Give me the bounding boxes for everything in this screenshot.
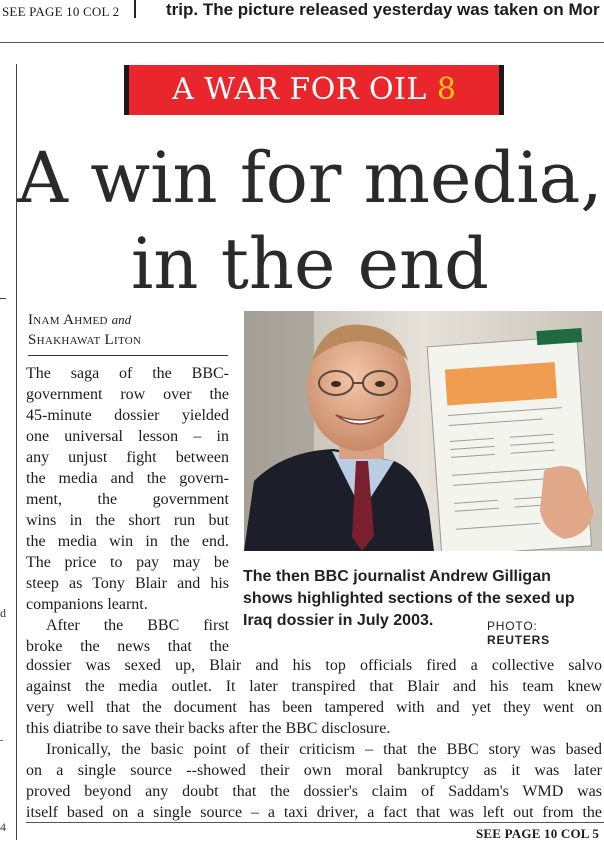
body-line: proved beyond any doubt that the dossier's claim of Saddam's WMD was (26, 783, 602, 800)
body-line: ment, the government (26, 491, 229, 508)
body-line: one universal lesson – in (26, 428, 229, 445)
body-line: After the BBC first (46, 617, 229, 634)
body-line: any unjust fight between (26, 449, 229, 466)
credit-source: REUTERS (487, 633, 550, 647)
body-line: The price to pay may be (26, 554, 229, 571)
credit-label: PHOTO: (487, 619, 538, 633)
bottom-rule (26, 822, 604, 823)
body-line: government row over the (26, 386, 229, 403)
byline (28, 310, 228, 350)
kicker-text: A WAR FOR OIL (172, 72, 427, 107)
photo-illustration (244, 311, 602, 551)
body-line: companions learnt. (26, 596, 148, 613)
article-body-column (26, 363, 229, 657)
headline-line-1: A win for media, (17, 137, 603, 219)
body-line: the media win in the end. (26, 533, 229, 550)
margin-mark (0, 298, 6, 299)
article-body-wide (26, 655, 602, 823)
body-line: dossier was sexed up, Blair and his top officials fired a collective salvo (26, 657, 602, 674)
body-line: this diatribe to save their backs after the BBC disclosure. (26, 720, 391, 737)
previous-story-continuation: trip. The picture released yesterday was taken on Mor (166, 0, 600, 19)
continued-from-ref: SEE PAGE 10 COL 2 (2, 4, 120, 19)
headline-line-2: in the end (131, 223, 489, 305)
body-line: itself based on a single source – a taxi driver, a fact that was left out from the (26, 804, 602, 821)
kicker-number: 8 (436, 72, 456, 107)
author-name: Shakhawat Liton (28, 332, 142, 348)
byline-rule (28, 355, 228, 356)
body-line: steep as Tony Blair and his (26, 575, 229, 592)
photo-credit (487, 619, 604, 647)
continued-on-ref: SEE PAGE 10 COL 5 (476, 826, 600, 841)
adjacent-column-fragment: d (0, 606, 6, 620)
body-line: The saga of the BBC- (26, 365, 229, 382)
body-line: against the media outlet. It later transpired that Blair and his team knew (26, 678, 602, 695)
body-line: Ironically, the basic point of their criticism – that the BBC story was based (46, 741, 602, 758)
body-line: wins in the short run but (26, 512, 229, 529)
column-separator (134, 0, 136, 18)
body-line: 45-minute dossier yielded (26, 407, 229, 424)
body-line: the media and the govern- (26, 470, 229, 487)
byline-joiner: and (111, 312, 132, 327)
top-rule (0, 42, 604, 43)
adjacent-column-fragment: 4 (0, 820, 6, 834)
author-name: Inam Ahmed (28, 312, 108, 328)
body-line: on a single source --showed their own moral bankruptcy as it was later (26, 762, 602, 779)
series-kicker (124, 65, 504, 115)
news-photo (244, 311, 602, 551)
photo-caption: The then BBC journalist Andrew Gilligan shows highlighted sections of the sexed up Iraq dossier in July 2003. (243, 568, 575, 629)
body-line: very well that the document has been tampered with and yet they went on (26, 699, 602, 716)
body-line: broke the news that the (26, 638, 229, 655)
margin-mark (0, 740, 3, 741)
